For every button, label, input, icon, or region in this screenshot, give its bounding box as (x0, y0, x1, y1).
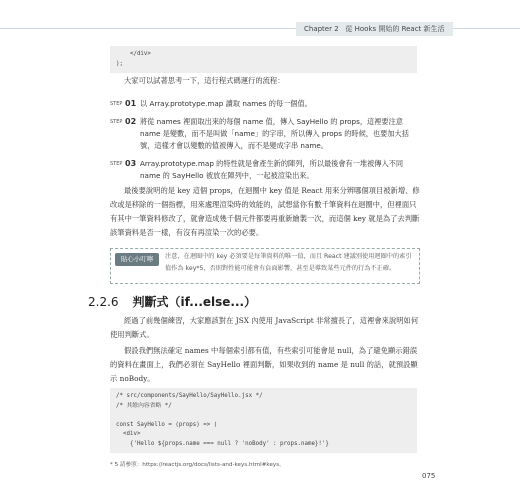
running-header (0, 22, 520, 36)
code-line (116, 411, 411, 421)
tip-badge: 貼心小叮嚀 (115, 253, 159, 266)
code-line: ); (116, 60, 123, 67)
step-text: 將從 names 裡面取出來的每個 name 值，傳入 SayHello 的 props，這裡要注意 name 是變數，而不是叫做「name」的字串，所以傳入 props 的時候，也要加大括號，這樣才會以變數的值被傳入，而不是變成字串 name。 (140, 117, 409, 150)
chapter-chip (296, 22, 453, 36)
code-line: const SayHello = (props) => ( (116, 421, 218, 428)
intro-paragraph: 大家可以試著思考一下，這行程式碼運行的流程： (124, 76, 285, 85)
chapter-label: Chapter 2 (304, 25, 339, 33)
step-03 (110, 158, 420, 180)
step-number: 02 (125, 117, 137, 126)
step-number: 01 (125, 99, 137, 108)
code-block-bottom (110, 388, 417, 453)
step-tag: STEP (110, 161, 123, 167)
code-line: /* src/components/SayHello/SayHello.jsx */ (116, 393, 263, 399)
step-02 (110, 116, 420, 150)
key-paragraph: 最後要說明的是 key 這個 props，在迴圈中 key 值是 React 用來分辨哪個項目被新增、修改或是移除的一個指標，用來處理渲染時的效能的，試想當你有數千筆資料在迴圈中，但裡面只有其中一筆資料修改了，就會造成幾千個元件都要再重新繪製一次，而這個 key 就是為了去判斷該筆資料是否一樣，有沒有再渲染一次的必要。 (110, 186, 420, 237)
footnote: * 5 請參照：https://reactjs.org/docs/lists-and-keys.html#keys。 (110, 462, 285, 468)
step-text: 以 Array.prototype.map 讀取 names 的每一個值。 (140, 99, 312, 108)
tip-text: 注意，在迴圈中的 key 必須要是每筆資料的唯一值，而且 React 建議別使用迴圈中的索引值作為 key*5，否則對性能可能會有負面影響，甚至是導致某些元件的行為不正確。 (165, 253, 412, 272)
page-number: 075 (422, 472, 436, 480)
step-text: Array.prototype.map 的特性就是會產生新的陣列，所以最後會有一堆被傳入不同 name 的 SayHello 被放在陣列中，一起被渲染出來。 (140, 159, 404, 180)
step-tag: STEP (110, 119, 123, 125)
section-number: 2.2.6 (88, 295, 119, 309)
tip-box (110, 248, 420, 284)
code-line: <div> (116, 431, 141, 437)
code-line: /* 其餘內容省略 */ (116, 402, 172, 409)
section-heading (88, 293, 256, 310)
code-block-top (110, 46, 417, 73)
condition-paragraph-2: 假設我們無法確定 names 中每個索引都有值，有些索引可能會是 null，為了避免顯示錯誤的資料在畫面上，我們必須在 SayHello 裡面判斷，如果收到的 name 是 null 的話，就預設顯示 noBody。 (110, 346, 418, 383)
step-tag: STEP (110, 101, 123, 107)
code-line: </div> (116, 51, 151, 57)
step-number: 03 (125, 159, 137, 168)
code-line: {'Hello ${props.name === null ? 'noBody' : props.name}!'} (116, 440, 329, 447)
section-title: 判斷式（if...else...） (132, 295, 257, 309)
step-01 (110, 98, 420, 110)
condition-paragraph-1: 經過了前幾個練習，大家應該對在 JSX 內使用 JavaScript 非常擅長了，這裡會來說明如何使用判斷式。 (110, 316, 419, 339)
chapter-title: 從 Hooks 開始的 React 新生活 (345, 25, 445, 33)
